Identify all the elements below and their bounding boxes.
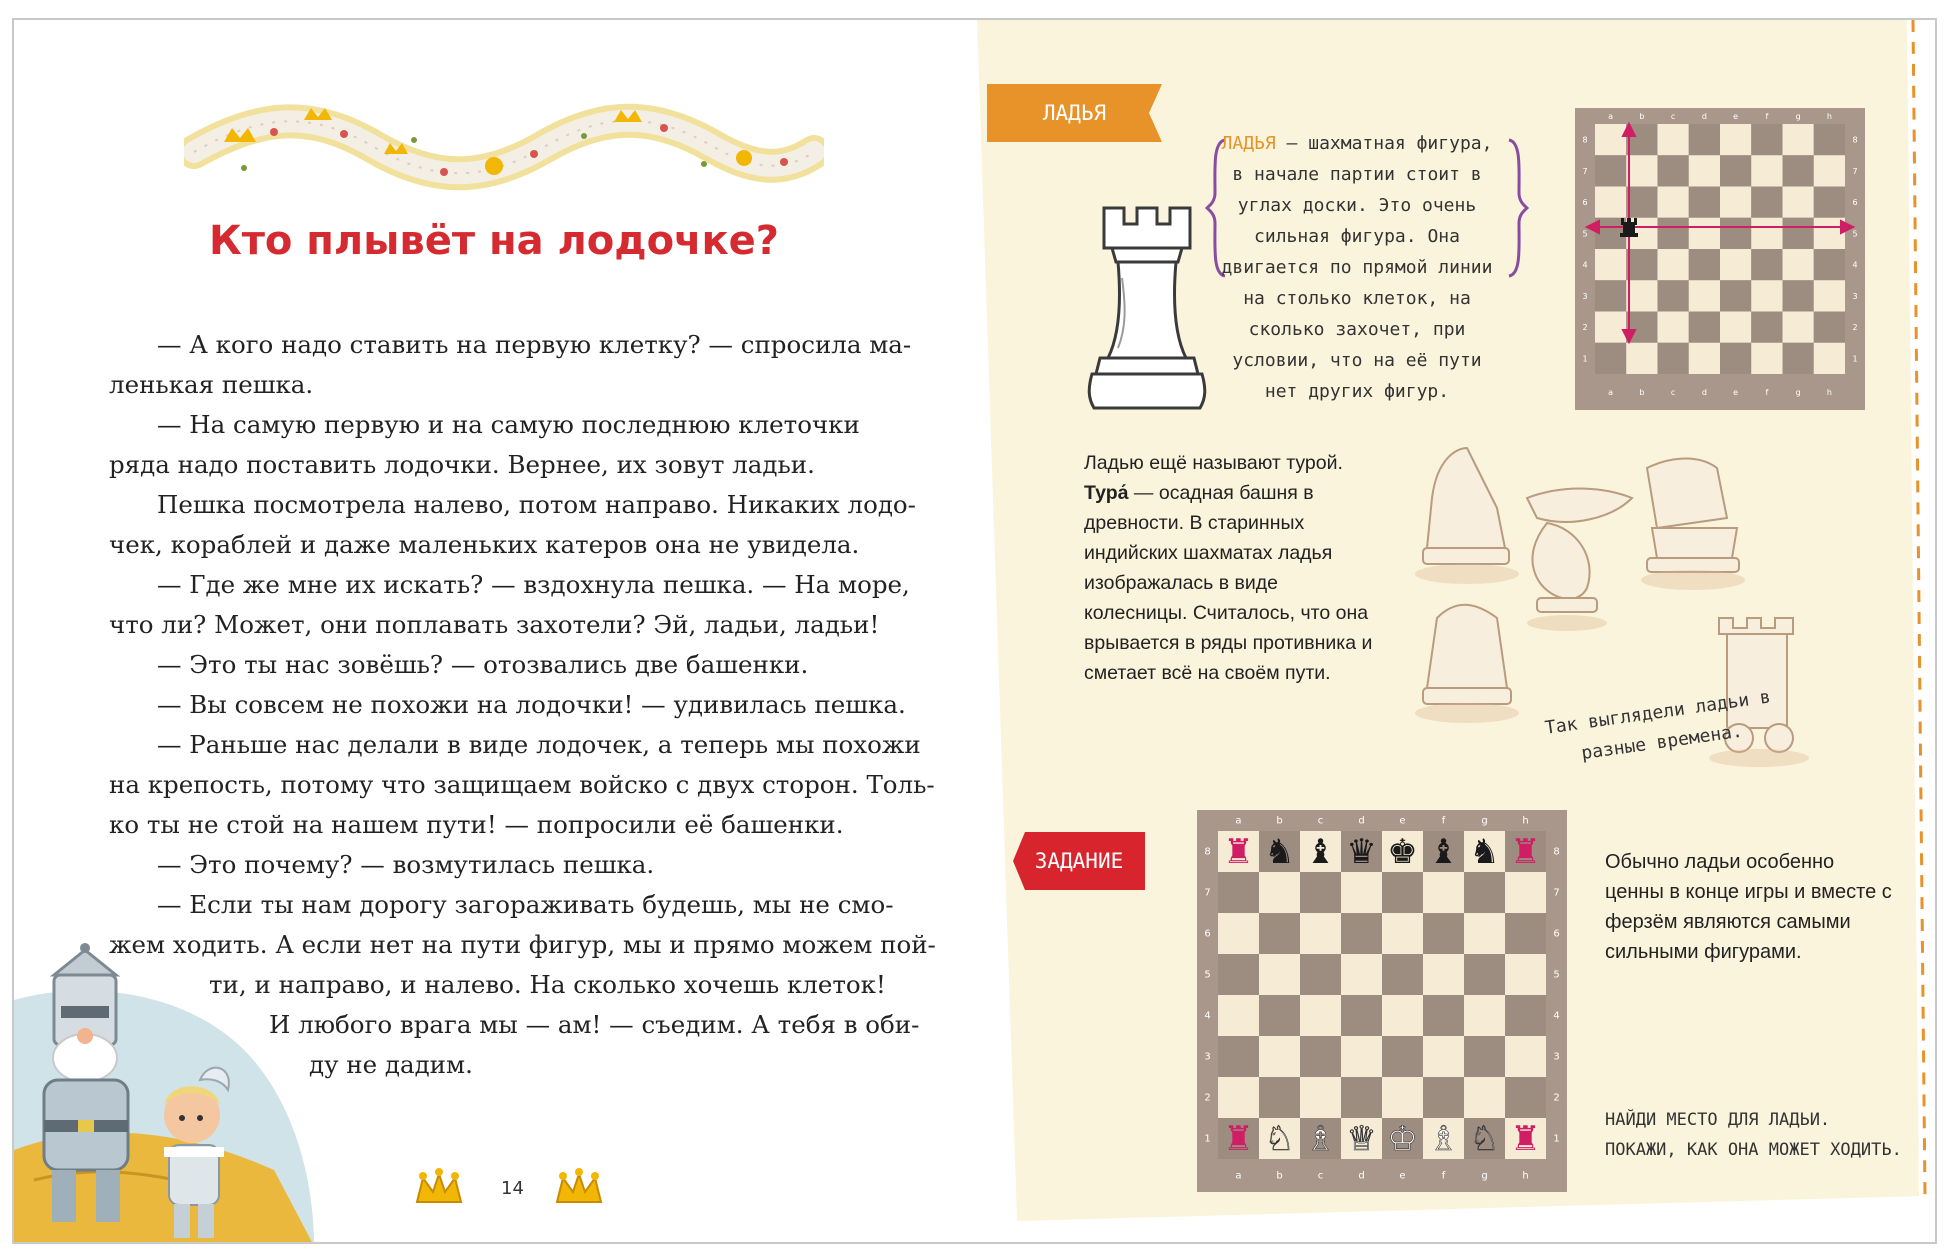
board-square[interactable] (1658, 124, 1689, 155)
board-square[interactable] (1814, 187, 1845, 218)
board-square[interactable] (1259, 1036, 1300, 1077)
rank-label: 4 (1582, 260, 1588, 270)
board-square[interactable] (1751, 155, 1782, 186)
board-square[interactable] (1689, 124, 1720, 155)
board-square[interactable] (1259, 913, 1300, 954)
board-square[interactable] (1720, 280, 1751, 311)
file-label: f (1765, 112, 1769, 121)
story-line: И любого врага мы — ам! — съедим. А тебя в оби- (269, 1010, 920, 1039)
white-bishop-piece-icon[interactable]: ♗ (1428, 1119, 1459, 1159)
file-label: d (1701, 112, 1707, 121)
knight-and-pawn-illustration (14, 940, 334, 1244)
board-square[interactable] (1464, 995, 1505, 1036)
rank-label: 4 (1204, 1010, 1211, 1022)
board-square[interactable] (1720, 124, 1751, 155)
story-line: на крепость, потому что защищаем войско с двух сторон. Толь- (109, 770, 935, 799)
board-square[interactable] (1464, 954, 1505, 995)
file-label: c (1317, 1170, 1324, 1182)
historical-rooks-caption: Так выглядели ладьи в разные времена. (1543, 686, 1772, 765)
black-bishop-piece-icon[interactable]: ♝ (1305, 832, 1336, 872)
page-number-area (409, 1160, 619, 1220)
board-square[interactable] (1382, 913, 1423, 954)
rank-label: 1 (1852, 354, 1858, 364)
rank-label: 2 (1204, 1092, 1211, 1104)
rank-label: 4 (1553, 1010, 1560, 1022)
board-square[interactable] (1751, 343, 1782, 374)
rank-label: 2 (1582, 323, 1588, 333)
highlight-rook-piece-icon[interactable]: ♜ (1223, 832, 1254, 872)
board-square[interactable] (1595, 124, 1626, 155)
file-label: c (1670, 388, 1676, 397)
rook-def-highlight: ЛАДЬЯ (1221, 133, 1276, 154)
rook-def-text: — шахматная фигура, в начале партии стоит в углах доски. Это очень сильная фигура. Она двигается по прямой линии на столько клеток, на сколько захочет, при условии, что на её пути нет других фигур. (1221, 133, 1493, 402)
rook-section-tag (987, 84, 1162, 142)
story-line: ленькая пешка. (109, 370, 314, 399)
page-number: 14 (501, 1178, 524, 1199)
board-square[interactable] (1423, 913, 1464, 954)
board-square[interactable] (1300, 995, 1341, 1036)
file-label: h (1826, 388, 1832, 397)
board-square[interactable] (1751, 312, 1782, 343)
white-queen-piece-icon[interactable]: ♕ (1346, 1119, 1377, 1159)
file-label: b (1276, 1170, 1283, 1182)
file-label: b (1276, 815, 1283, 827)
board-square[interactable] (1300, 1077, 1341, 1118)
board-square[interactable] (1595, 312, 1626, 343)
board-square[interactable] (1259, 954, 1300, 995)
rank-label: 7 (1204, 887, 1211, 899)
board-square[interactable] (1218, 1036, 1259, 1077)
board-square[interactable] (1658, 187, 1689, 218)
board-square[interactable] (1689, 312, 1720, 343)
right-crown-ornament-icon (549, 1160, 609, 1220)
rank-label: 8 (1204, 846, 1211, 858)
board-square[interactable] (1751, 124, 1782, 155)
board-square[interactable] (1689, 280, 1720, 311)
board-square[interactable] (1595, 343, 1626, 374)
story-line: — Если ты нам дорогу загораживать будешь, мы не смо- (157, 890, 894, 919)
board-square[interactable] (1783, 312, 1814, 343)
left-crown-ornament-icon (409, 1160, 469, 1220)
board-square[interactable] (1423, 872, 1464, 913)
board-square[interactable] (1505, 1036, 1546, 1077)
left-page (14, 20, 974, 1242)
board-square[interactable] (1382, 872, 1423, 913)
file-label: e (1399, 1170, 1406, 1182)
board-square[interactable] (1259, 872, 1300, 913)
story-line: — На самую первую и на самую последнюю клеточки (157, 410, 860, 439)
black-queen-piece-icon[interactable]: ♛ (1346, 832, 1377, 872)
board-square[interactable] (1751, 187, 1782, 218)
board-square[interactable] (1658, 343, 1689, 374)
board-square[interactable] (1658, 249, 1689, 280)
file-label: d (1701, 388, 1707, 397)
white-knight-piece-icon[interactable]: ♘ (1264, 1119, 1295, 1159)
rank-label: 4 (1852, 260, 1858, 270)
board-square[interactable] (1505, 995, 1546, 1036)
file-label: f (1765, 388, 1769, 397)
story-line: ко ты не стой на нашем пути! — попросили её башенки. (109, 810, 844, 839)
file-label: c (1670, 112, 1676, 121)
rank-label: 1 (1582, 354, 1588, 364)
board-square[interactable] (1423, 1036, 1464, 1077)
board-square[interactable] (1382, 1036, 1423, 1077)
rook-tag-label: ЛАДЬЯ (1042, 101, 1107, 125)
task-tag-label: ЗАДАНИЕ (1034, 849, 1124, 873)
file-label: g (1481, 815, 1488, 827)
right-page (977, 20, 1937, 1242)
board-square[interactable] (1783, 343, 1814, 374)
board-square[interactable] (1720, 249, 1751, 280)
board-square[interactable] (1783, 155, 1814, 186)
board-square[interactable] (1382, 995, 1423, 1036)
board-square[interactable] (1783, 218, 1814, 249)
white-king-piece-icon[interactable]: ♔ (1387, 1119, 1418, 1159)
file-label: g (1795, 388, 1801, 397)
story-line: — А кого надо ставить на первую клетку? — спросила ма- (157, 330, 912, 359)
board-square[interactable] (1751, 249, 1782, 280)
board-square[interactable] (1720, 312, 1751, 343)
file-label: a (1608, 112, 1614, 121)
file-label: f (1441, 1170, 1446, 1182)
board-square[interactable] (1218, 995, 1259, 1036)
rank-label: 8 (1553, 846, 1560, 858)
rook-drawing-icon (1082, 198, 1212, 428)
story-line: Пешка посмотрела налево, потом направо. Никаких лодо- (157, 490, 916, 519)
black-bishop-piece-icon[interactable]: ♝ (1428, 832, 1459, 872)
rank-label: 3 (1553, 1051, 1560, 1063)
board-square[interactable] (1505, 954, 1546, 995)
rank-label: 2 (1553, 1092, 1560, 1104)
board-square[interactable] (1720, 155, 1751, 186)
board-square[interactable] (1259, 995, 1300, 1036)
board-square[interactable] (1341, 913, 1382, 954)
story-line: жем ходить. А если нет на пути фигур, мы и прямо можем пой- (109, 930, 936, 959)
board-square[interactable] (1423, 995, 1464, 1036)
highlight-rook-piece-icon[interactable]: ♜ (1510, 832, 1541, 872)
board-square[interactable] (1423, 1077, 1464, 1118)
task-section-tag (1013, 832, 1145, 890)
story-line: — Это почему? — возмутилась пешка. (157, 850, 655, 879)
file-label: h (1826, 112, 1832, 121)
story-line: ряда надо поставить лодочки. Вернее, их зовут ладьи. (109, 450, 815, 479)
story-line: — Где же мне их искать? — вздохнула пешка. — На море, (157, 570, 910, 599)
board-square[interactable] (1814, 155, 1845, 186)
board-square[interactable] (1341, 995, 1382, 1036)
board-square[interactable] (1783, 249, 1814, 280)
rank-label: 5 (1852, 229, 1858, 239)
story-line: ти, и направо, и налево. На сколько хочешь клеток! (209, 970, 886, 999)
file-label: h (1522, 1170, 1529, 1182)
board-square[interactable] (1464, 1077, 1505, 1118)
file-label: d (1358, 1170, 1365, 1182)
tura-description (1084, 448, 1384, 688)
tura-rest: — осадная башня в древности. В старинных индийских шахматах ладья изображалась в виде колесницы. Считалось, что она врывается в ряды противника и сметает всё на своём пути. (1084, 482, 1373, 684)
starting-position-board (1197, 810, 1567, 1192)
board-square[interactable] (1300, 913, 1341, 954)
rank-label: 1 (1204, 1133, 1211, 1145)
board-square[interactable] (1218, 913, 1259, 954)
board-square[interactable] (1341, 954, 1382, 995)
board-square[interactable] (1783, 187, 1814, 218)
rank-label: 7 (1553, 887, 1560, 899)
file-label: e (1399, 815, 1406, 827)
file-label: a (1235, 815, 1242, 827)
board-square[interactable] (1626, 280, 1657, 311)
story-line: — Раньше нас делали в виде лодочек, а теперь мы похожи (157, 730, 921, 759)
black-knight-piece-icon[interactable]: ♞ (1264, 832, 1295, 872)
board-square[interactable] (1300, 954, 1341, 995)
board-square[interactable] (1626, 187, 1657, 218)
story-line: — Вы совсем не похожи на лодочки! — удивилась пешка. (157, 690, 906, 719)
file-label: b (1639, 388, 1645, 397)
rank-label: 2 (1852, 323, 1858, 333)
highlight-rook-piece-icon[interactable]: ♜ (1223, 1119, 1254, 1159)
story-line: чек, кораблей и даже маленьких катеров она не увидела. (109, 530, 860, 559)
file-label: h (1522, 815, 1529, 827)
file-label: b (1639, 112, 1645, 121)
board-square[interactable] (1658, 312, 1689, 343)
story-line: ду не дадим. (309, 1050, 473, 1079)
file-label: e (1733, 388, 1739, 397)
file-label: e (1733, 112, 1739, 121)
board-square[interactable] (1300, 1036, 1341, 1077)
rank-label: 6 (1852, 198, 1858, 208)
board-square[interactable] (1658, 155, 1689, 186)
file-label: a (1235, 1170, 1242, 1182)
board-square[interactable] (1658, 218, 1689, 249)
book-spread (12, 18, 1937, 1244)
board-square[interactable] (1814, 280, 1845, 311)
board-square[interactable] (1626, 249, 1657, 280)
board-square[interactable] (1423, 954, 1464, 995)
task-instruction: НАЙДИ МЕСТО ДЛЯ ЛАДЬИ. ПОКАЖИ, КАК ОНА МОЖЕТ ХОДИТЬ. (1605, 1110, 1902, 1160)
board-square[interactable] (1689, 249, 1720, 280)
board-square[interactable] (1259, 1077, 1300, 1118)
board-square[interactable] (1751, 218, 1782, 249)
board-square[interactable] (1218, 954, 1259, 995)
board-square[interactable] (1464, 1036, 1505, 1077)
board-square[interactable] (1505, 872, 1546, 913)
rank-label: 3 (1582, 291, 1588, 301)
garland-banner-illustration (184, 92, 824, 212)
story-line: — Это ты нас зовёшь? — отозвались две башенки. (157, 650, 809, 679)
board-square[interactable] (1341, 1036, 1382, 1077)
board-square[interactable] (1689, 343, 1720, 374)
board-square[interactable] (1814, 124, 1845, 155)
board-square[interactable] (1689, 187, 1720, 218)
board-square[interactable] (1218, 1077, 1259, 1118)
board-square[interactable] (1505, 913, 1546, 954)
rank-label: 5 (1582, 229, 1588, 239)
file-label: d (1358, 815, 1365, 827)
file-label: a (1608, 388, 1614, 397)
rank-label: 6 (1204, 928, 1211, 940)
file-label: c (1317, 815, 1324, 827)
rank-label: 3 (1204, 1051, 1211, 1063)
board-square[interactable] (1300, 872, 1341, 913)
tura-bold: Тура́ (1084, 482, 1129, 504)
rank-label: 1 (1553, 1133, 1560, 1145)
board-square[interactable] (1595, 280, 1626, 311)
file-label: g (1481, 1170, 1488, 1182)
board-square[interactable] (1783, 124, 1814, 155)
rook-moves-board (1575, 108, 1865, 410)
rook-definition (1212, 128, 1502, 407)
board-square[interactable] (1382, 1077, 1423, 1118)
file-label: g (1795, 112, 1801, 121)
board-square[interactable] (1382, 954, 1423, 995)
board-square[interactable] (1751, 280, 1782, 311)
board-square[interactable] (1626, 155, 1657, 186)
rank-label: 6 (1582, 198, 1588, 208)
board-square[interactable] (1626, 343, 1657, 374)
board-square[interactable] (1720, 343, 1751, 374)
board-square[interactable] (1658, 280, 1689, 311)
board-square[interactable] (1689, 218, 1720, 249)
file-label: f (1441, 815, 1446, 827)
right-brace-icon (1505, 138, 1529, 278)
tura-intro: Ладью ещё называют турой. (1084, 452, 1343, 474)
board-square[interactable] (1341, 1077, 1382, 1118)
board-square[interactable] (1464, 872, 1505, 913)
rank-label: 7 (1852, 166, 1858, 176)
board-square[interactable] (1720, 218, 1751, 249)
page-title: Кто плывёт на лодочке? (209, 218, 779, 264)
board-square[interactable] (1783, 280, 1814, 311)
board-square[interactable] (1814, 249, 1845, 280)
rook-value-note: Обычно ладьи особенно ценны в конце игры и вместе с ферзём являются самыми сильными фигурами. (1605, 851, 1892, 963)
rank-label: 5 (1553, 969, 1560, 981)
white-knight-piece-icon[interactable]: ♘ (1469, 1119, 1500, 1159)
board-square[interactable] (1464, 913, 1505, 954)
board-square[interactable] (1595, 249, 1626, 280)
rank-label: 8 (1582, 135, 1588, 145)
highlight-rook-piece-icon[interactable]: ♜ (1510, 1119, 1541, 1159)
board-square[interactable] (1505, 1077, 1546, 1118)
board-square[interactable] (1218, 872, 1259, 913)
rank-label: 7 (1582, 166, 1588, 176)
rank-label: 8 (1852, 135, 1858, 145)
board-square[interactable] (1720, 187, 1751, 218)
black-king-piece-icon[interactable]: ♚ (1387, 832, 1418, 872)
rank-label: 5 (1204, 969, 1211, 981)
board-square[interactable] (1595, 187, 1626, 218)
black-knight-piece-icon[interactable]: ♞ (1469, 832, 1500, 872)
rank-label: 3 (1852, 291, 1858, 301)
board-square[interactable] (1595, 155, 1626, 186)
board-square[interactable] (1689, 155, 1720, 186)
story-line: что ли? Может, они поплавать захотели? Эй, ладьи, ладьи! (109, 610, 880, 639)
rank-label: 6 (1553, 928, 1560, 940)
white-bishop-piece-icon[interactable]: ♗ (1305, 1119, 1336, 1159)
board-square[interactable] (1341, 872, 1382, 913)
board-square[interactable] (1814, 312, 1845, 343)
board-square[interactable] (1814, 343, 1845, 374)
